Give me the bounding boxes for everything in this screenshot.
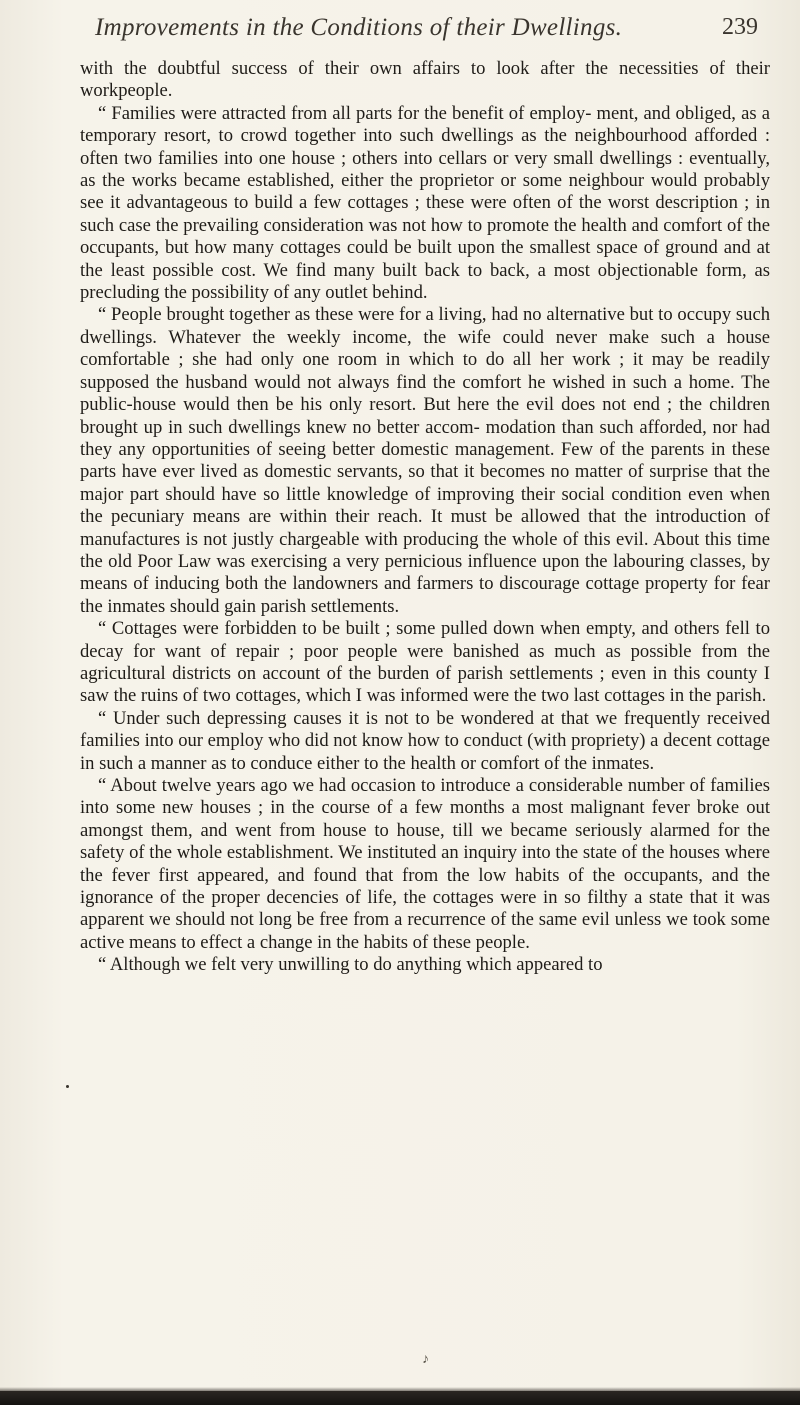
paragraph-families: “ Families were attracted from all parts for the benefit of employ- ment, and obliged, as a temporary resort, to crowd together into such dwellings as the neighbourhood afforded : often two families into one house ; others into cellars or very small dwellings : eventually, as the works became established, either the proprietor or some neighbour would probably see it advantageous to build a few cottages ; these were often of the worst description ; in such case the prevailing consideration was not how to promote the health and comfort of the occupants, but how many cottages could be built upon the smallest space of ground and at the least possible cost. We find many built back to back, a most objectionable form, as precluding the possibility of any outlet behind. [80, 102, 770, 304]
margin-speck [66, 1085, 69, 1088]
paragraph-continuation: with the doubtful success of their own affairs to look after the necessities of their workpeople. [80, 58, 770, 102]
running-head [80, 10, 760, 50]
body-text [80, 58, 770, 977]
running-title: Improvements in the Conditions of their Dwellings. [95, 14, 623, 41]
page-number: 239 [722, 14, 758, 40]
paragraph-although: “ Although we felt very unwilling to do anything which appeared to [98, 954, 603, 976]
paragraph-depressing-causes: “ Under such depressing causes it is not to be wondered at that we frequently received families into our employ who did not know how to conduct (with propriety) a decent cottage in such a manner as to conduce either to the health or comfort of the inmates. [80, 707, 770, 774]
paragraph-cottages: “ Cottages were forbidden to be built ; some pulled down when empty, and others fell to decay for want of repair ; poor people were banished as much as possible from the agricultural districts on account of the burden of parish settlements ; even in this county I saw the ruins of two cottages, which I was informed were the two last cottages in the parish. [80, 618, 770, 707]
scan-bottom-border [0, 1391, 800, 1405]
paragraph-people: “ People brought together as these were for a living, had no alternative but to occupy such dwellings. Whatever the weekly income, the wife could never make such a house comfortable ; she had only one room in which to do all her work ; it may be readily supposed the husband would not always find the comfort he wished in such a home. The public-house would then be his only resort. But here the evil does not end ; the children brought up in such dwellings knew no better accom- modation than such afforded, nor had they any opportunities of seeing better domestic management. Few of the parents in these parts have ever lived as domestic servants, so that it becomes no matter of surprise that the major part should have so little knowledge of improving their social condition even when the pecuniary means are within their reach. It must be allowed that the introduction of manufactures is not justly chargeable with producing the whole of this evil. About this time the old Poor Law was exercising a very pernicious influence upon the labouring classes, by means of inducing both the landowners and farmers to discourage cottage property for fear the inmates should gain parish settlements. [80, 304, 770, 617]
paragraph-fever: “ About twelve years ago we had occasion to introduce a considerable number of families into some new houses ; in the course of a few months a most malignant fever broke out amongst them, and went from house to house, till we became seriously alarmed for the safety of the whole establishment. We instituted an inquiry into the state of the houses where the fever first appeared, and found that from the low habits of the occupants, and the ignorance of the proper decencies of life, the cottages were in so filthy a state that it was apparent we should not long be free from a recurrence of the same evil unless we took some active means to effect a change in the habits of these people. [80, 775, 770, 953]
footer-mark: ♪ [422, 1352, 429, 1367]
